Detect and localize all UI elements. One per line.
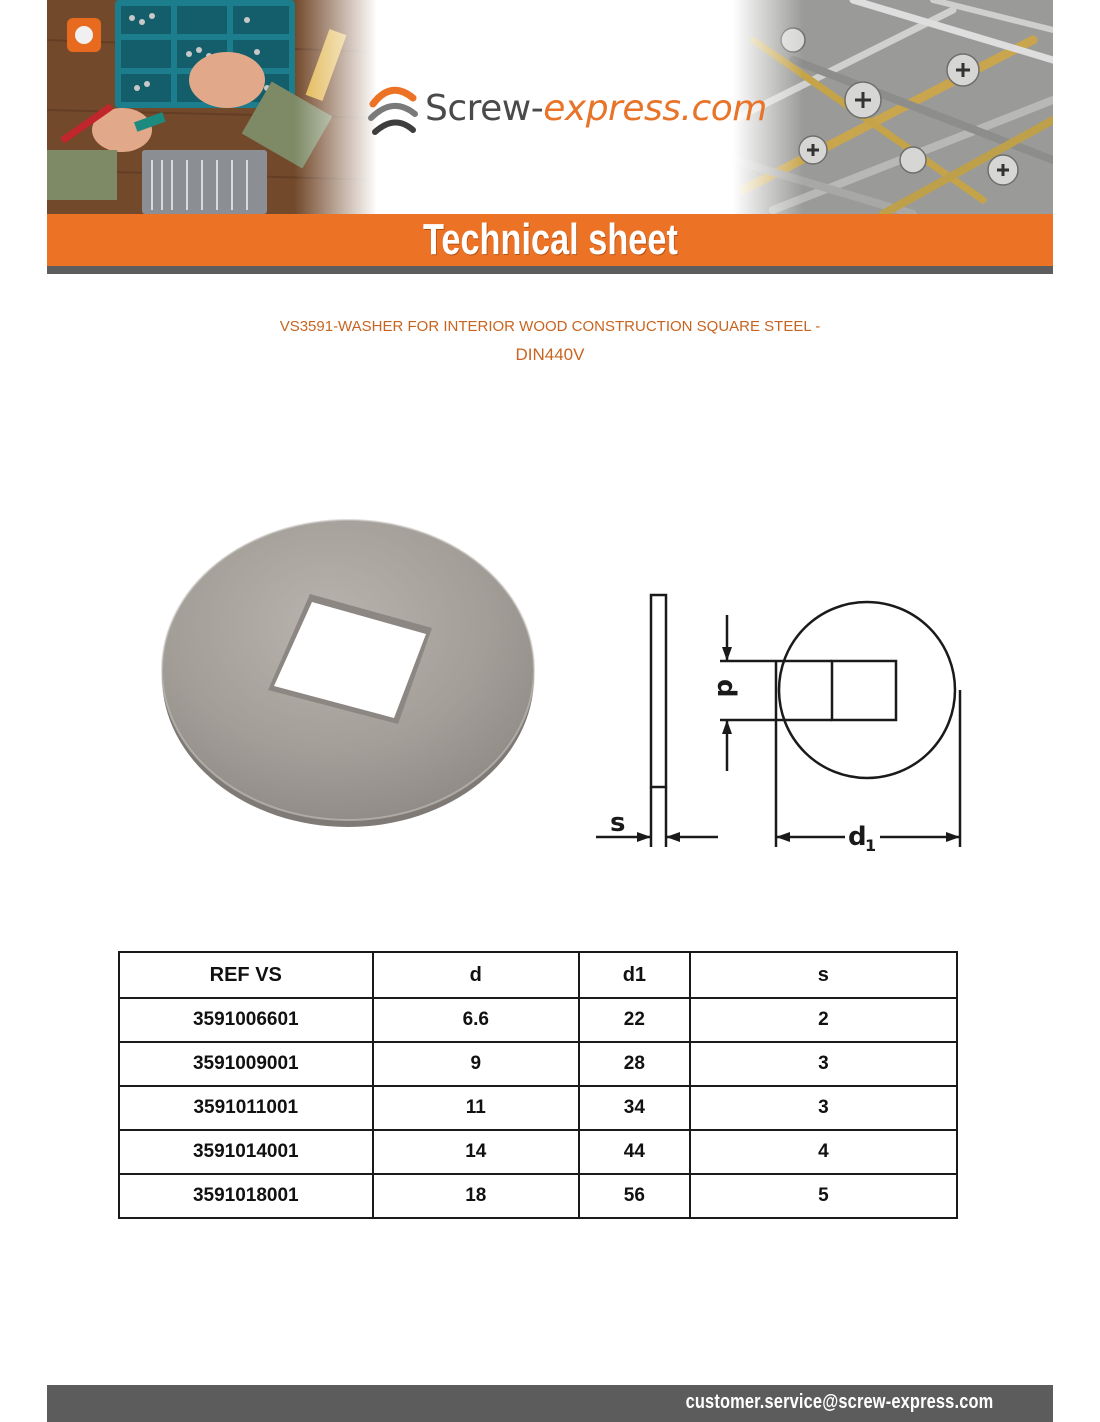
washer-photo <box>160 512 540 832</box>
table-row <box>119 1042 957 1086</box>
cell-d: 14 <box>373 1130 579 1174</box>
cell-d: 9 <box>373 1042 579 1086</box>
cell-s: 4 <box>690 1130 957 1174</box>
brand-name-part1: Screw- <box>425 87 544 129</box>
header-banner <box>47 0 1053 214</box>
title-bar <box>47 214 1053 266</box>
product-title <box>150 313 950 369</box>
label-s: s <box>610 808 626 838</box>
technical-drawing <box>590 585 980 860</box>
cell-s: 5 <box>690 1174 957 1218</box>
cell-s: 3 <box>690 1042 957 1086</box>
cell-d: 18 <box>373 1174 579 1218</box>
cell-d1: 28 <box>579 1042 690 1086</box>
cell-s: 3 <box>690 1086 957 1130</box>
square-hole <box>832 661 896 720</box>
table-row <box>119 1086 957 1130</box>
cell-d1: 56 <box>579 1174 690 1218</box>
header-s: s <box>690 952 957 998</box>
table-row <box>119 1174 957 1218</box>
table-row <box>119 998 957 1042</box>
label-d1-subscript: 1 <box>865 836 877 855</box>
cell-ref: 3591006601 <box>119 998 373 1042</box>
cell-ref: 3591018001 <box>119 1174 373 1218</box>
support-email-link[interactable]: customer.service@screw-express.com <box>685 1391 993 1413</box>
table-row <box>119 1130 957 1174</box>
side-view-plate <box>651 595 666 787</box>
title-bar-shadow <box>47 266 1053 274</box>
spec-table <box>118 951 958 1219</box>
product-title-line1: VS3591-WASHER FOR INTERIOR WOOD CONSTRUCTION SQUARE STEEL - <box>279 318 821 335</box>
cell-d1: 44 <box>579 1130 690 1174</box>
screws-photo <box>733 0 1053 214</box>
page-title: Technical sheet <box>422 215 678 264</box>
cell-s: 2 <box>690 998 957 1042</box>
front-view-circle <box>779 602 955 778</box>
logo-swoosh-icon <box>367 78 419 138</box>
brand-name-part2: express.com <box>543 87 767 129</box>
product-title-line2: DIN440V <box>515 345 585 364</box>
cell-ref: 3591009001 <box>119 1042 373 1086</box>
brand-name <box>425 88 767 129</box>
label-d: d <box>711 679 741 698</box>
table-header-row <box>119 952 957 998</box>
cell-ref: 3591014001 <box>119 1130 373 1174</box>
header-ref-vs: REF VS <box>119 952 373 998</box>
cell-d: 6.6 <box>373 998 579 1042</box>
cell-d1: 22 <box>579 998 690 1042</box>
brand-logo <box>367 76 767 140</box>
footer-bar <box>47 1385 1053 1422</box>
cell-d1: 34 <box>579 1086 690 1130</box>
workbench-photo <box>47 0 377 214</box>
cell-d: 11 <box>373 1086 579 1130</box>
label-d1: d <box>848 822 867 852</box>
cell-ref: 3591011001 <box>119 1086 373 1130</box>
header-d: d <box>373 952 579 998</box>
header-d1: d1 <box>579 952 690 998</box>
